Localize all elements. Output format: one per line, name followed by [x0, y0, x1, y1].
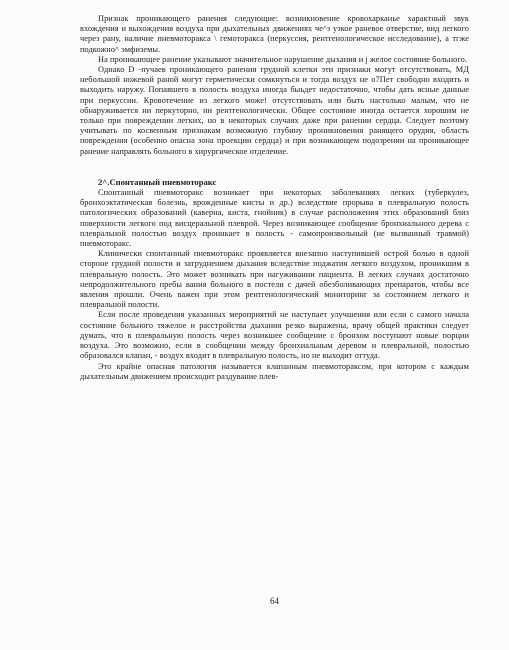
- paragraph-however: Однако D -пучаев проникающего ранения грудной клетки эти признаки могут отсутствовать, МД небольшой ножевой раной могут герметически сомкнуться и тогда воздух не о7Пет свободно входить и выходить наружу. Попавшего в полость воздуха иногда быьдет недостаточно, чтобы дать ясные данные при перкуссии. Кровотечение из легкого може! отсутствовать или быть настолько малым, что не обнаруживается ни перкуторно, ни рентгенологически. Общее состояние иногда остается хорошим не только при повреждении легких, но в некоторых случаях даже при ранении сердца. Следует поэтому учитывать по косвенным признакам возможную глубину проникновения ранящего орудия, область повреждения (особенно опасна зона проекции сердца) и при возникающем подозрении на проникающее ранение направлять больного в хирургическое отделение.: [80, 65, 469, 156]
- paragraph-clinical: Клинически спонтанный пневмоторакс проявляется внезапно наступившей острой болью в одной стороне грудной полости и затруднением дыхания вследствие поджатия легкого воздухом, проникшим в плевральную полость. Это может возникать при нагуживании пациента. В легких случаях достаточно непродолжительного пребы вания больного в постели с дачей обезболивающих препаратов, чтобы все явления прошли. Очень важен при этом рентгенологический мониторинг за состоянием легкого и плевральной полости.: [80, 249, 469, 310]
- paragraph-if-after: Если после проведения указанных мероприятий не наступает улучшения или если с самого начала состояние больного тяжелое и расстройства дыхания резко выражены, врачу общей практики следует думать, что в плевральную полость через возникшее сообщение с бронхом поступают новые порции воздуха. Это возможно, если в сообщении между бронхиальным деревом и плевральной, полостью образовался клапан, - воздух входит в плевральную полость, но не выходит оттуда.: [80, 310, 469, 361]
- paragraph-indication: На проникающее ранение указывают значительное нарушение дыхания и j желое состояние больного.: [98, 54, 468, 64]
- page-number: 64: [270, 596, 279, 606]
- paragraph-valve: Это крайне опасная патология называется клапанным пневмотораксом, при котором с каждым дыхательным движением происходит раздувание плев-: [80, 361, 469, 381]
- section-heading: 2^.Спонтанный пневмоторакс: [98, 176, 217, 187]
- paragraph-spontaneous: Спонтанный пневмоторакс возникает при некоторых заболеваниях легких (туберкулез, бронхоэктатическая болезнь, врожденные кисты и др.) вследствие прорыва в плевральную полость патологических образований (каверна, киста, гнойник) в случае расположения этих образований близ поверхности легкого под висцеральной плеврой. Через возникающее сообщение бронхиального дерева с плевральной полостью воздух проникает в полость - самопроизвольный (не вызванный травмой) пневмоторакс.: [80, 188, 469, 249]
- section-block: [80, 188, 469, 382]
- intro-block: [80, 14, 469, 157]
- paragraph-signs: Признак проникающего ранения следующие: возникновение кровохарканье характный звук вхождения и выхождения воздуха при дыхательных движениях че^з узкое раневое отверстие, вид легкого через рану, наличие пневмоторакса \ гемоторакса (перкуссия, рентгенологическое исследование), а тгже подкожно^ эмфиземы.: [80, 14, 469, 54]
